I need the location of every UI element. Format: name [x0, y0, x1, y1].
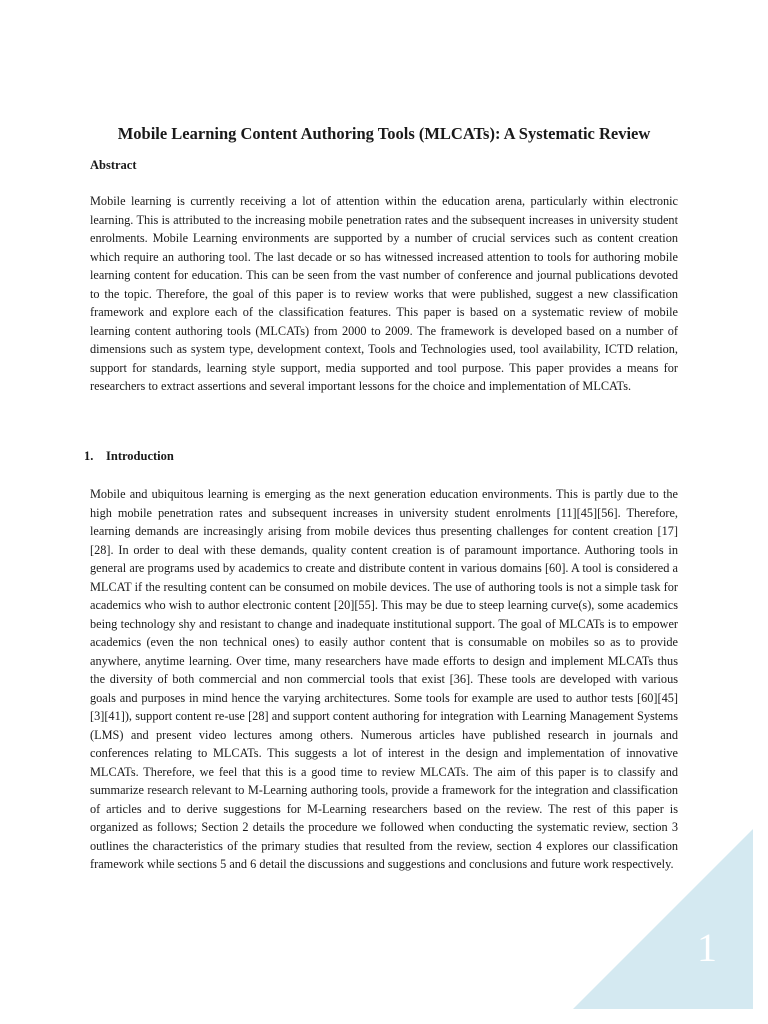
abstract-paragraph: Mobile learning is currently receiving a lot of attention within the education arena, particularly within electronic learning. This is attributed to the increasing mobile penetration rates and the subsequent increases in university student enrolments. Mobile Learning environments are supported by a number of crucial services such as content creation which require an authoring tool. The last decade or so has witnessed increased attention to tools for authoring mobile learning content for education. This can be seen from the vast number of conference and journal publications devoted to the topic. Therefore, the goal of this paper is to review works that were published, suggest a new classification framework and explore each of the classification features. This paper is based on a systematic review of mobile learning content authoring tools (MLCATs) from 2000 to 2009. The framework is developed based on a number of dimensions such as system type, development context, Tools and Technologies used, tool availability, ICTD relation, support for standards, learning style support, media supported and tool purpose. This paper provides a means for researchers to extract assertions and several important lessons for the choice and implementation of MLCATs.: [90, 194, 678, 393]
corner-triangle-decoration: [573, 829, 753, 1009]
introduction-paragraph: Mobile and ubiquitous learning is emerging as the next generation education environments. This is partly due to the high mobile penetration rates and subsequent increases in university student enrolments [11][45][56]. Therefore, learning demands are increasingly arising from mobile devices thus presenting challenges for content creation [17][28]. In order to deal with these demands, quality content creation is of paramount importance. Authoring tools in general are programs used by academics to create and distribute content in various domains [60]. A tool is considered a MLCAT if the resulting content can be consumed on mobile devices. The use of authoring tools is not a simple task for academics who wish to author electronic content [20][55]. This may be due to steep learning curve(s), some academics being technology shy and resistant to change and inadequate institutional support. The goal of MLCATs is to empower academics (even the non technical ones) to easily author content that is consumable on mobiles so as to provide anywhere, anytime learning. Over time, many researchers have made efforts to design and implement MLCATs thus the diversity of both commercial and non commercial tools that exist [36]. These tools are developed with various goals and purposes in mind hence the varying architectures. Some tools for example are used to author tests [60][45][3][41]), support content re-use [28] and support content authoring for integration with Learning Management Systems (LMS) and present video lectures among others. Numerous articles have published research in journals and conferences relating to MLCATs. This suggests a lot of interest in the design and implementation of innovative MLCATs. Therefore, we feel that this is a good time to review MLCATs. The aim of this paper is to classify and summarize research relevant to M-Learning authoring tools, provide a framework for the integration and classification of articles and to derive suggestions for M-Learning researchers based on the review. The rest of this paper is organized as follows; Section 2 details the procedure we followed when conducting the systematic review, section 3 outlines the characteristics of the primary studies that resulted from the review, section 4 explores our classification framework while sections 5 and 6 detail the discussions and suggestions and conclusions and future work respectively.: [90, 487, 678, 871]
section-title: Introduction: [106, 449, 174, 463]
section-heading-introduction: [84, 449, 174, 464]
paper-title: Mobile Learning Content Authoring Tools (MLCATs): A Systematic Review: [117, 124, 651, 143]
section-number: 1.: [84, 449, 94, 463]
abstract-heading: Abstract: [90, 158, 137, 172]
corner-triangle-shape: [573, 829, 753, 1009]
page-number: 1: [697, 925, 717, 970]
